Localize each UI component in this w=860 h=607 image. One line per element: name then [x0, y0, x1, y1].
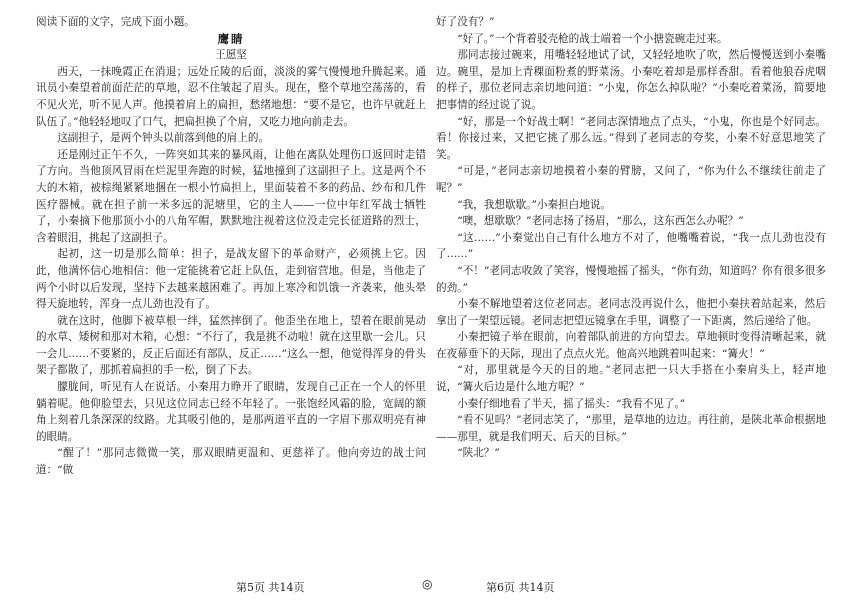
instruction: 阅读下面的文字，完成下面小题。: [36, 16, 195, 28]
page-number-left: 第5页 共14页: [236, 581, 305, 594]
paragraph: 朦胧间，听见有人在说话。小秦用力睁开了眼睛，发现自己正在一个人的怀里躺着呢。他仰脸望去，只见这位同志已经不年轻了。一张饱经风霜的脸，宽阔的额角上刻着几条深深的纹路。尤其吸引他的，是那两道平直的一字眉下那双明亮有神的眼睛。: [36, 381, 426, 443]
paragraph: “可是，”老同志亲切地摸着小秦的臂膀，又问了，“你为什么不继续往前走了呢？”: [436, 165, 826, 194]
paragraph: 那同志接过碗来，用嘴轻轻地试了试，又轻轻地吹了吹，然后慢慢送到小秦嘴边。碗里，是加上青稞面粉煮的野菜汤。小秦吃着却是那样香甜。看着他狼吞虎咽的样子，那位老同志亲切地问道：“小鬼，你怎么掉队啦？”小秦吃着菜汤，简要地把事情的经过说了说。: [436, 49, 826, 111]
left-column: [36, 14, 426, 479]
center-mark: ◎: [422, 577, 433, 591]
article-title: 鹰睛: [217, 31, 245, 46]
paragraph: “看不见吗？”老同志笑了，“那里，是草地的边边。再往前，是陕北革命根据地——那里，就是我们明天、后天的目标。”: [436, 414, 826, 443]
paragraph: “我，我想歇歇。”小秦担白地说。: [457, 198, 612, 211]
paragraph: 起初，这一切是那么简单：担子，是战友留下的革命财产，必须挑上它。因此，他满怀信心地相信：他一定能挑着它赶上队伍，走到宿营地。但是，当他走了两个小时以后发现，坚持下去越来越困难了。再加上寒冷和饥饿一齐袭来，他头晕得天旋地转，浑身一点儿劲也没有了。: [36, 248, 426, 311]
paragraph: “不！”老同志收敛了笑容，慢慢地摇了摇头，“你有劲，知道吗？你有很多很多的劲。”: [436, 264, 826, 294]
paragraph: “噢，想歇歇？”老同志扬了扬眉，“那么，这东西怎么办呢？”: [457, 215, 744, 228]
paragraph: “好了。”一个背着驳壳枪的战士端着一个小搪瓷碗走过来。: [457, 32, 728, 45]
paragraph: “醒了！”那同志微微一笑，那双眼睛更温和、更慈祥了。他向旁边的战士问道：“做: [36, 447, 426, 477]
paragraph: “对，那里就是今天的目的地。”老同志把一只大手搭在小秦肩头上，轻声地说，“篝火后边是什么地方呢？”: [436, 364, 826, 394]
paragraph: “好，那是一个好战士啊！”老同志深情地点了点头，“小鬼，你也是个好同志。看！你接过来，又把它挑了那么远。”得到了老同志的夸奖，小秦不好意思地笑了笑。: [436, 115, 826, 161]
paragraph: 就在这时，他脚下被草根一绊，猛然摔倒了。他歪坐在地上，望着在眼前晃动的水草、矮树和那对木箱，心想：“不行了，我是挑不动啦！就在这里歇一会儿。只一会儿……不要紧的，反正后面还有部队，反正……”这么一想，他觉得浑身的骨头架子都散了，那抓着扁担的手一松，倒了下去。: [36, 314, 426, 377]
paragraph: 西天，一抹晚霞正在消退；远处丘陵的后面，淡淡的雾气慢慢地升腾起来。通讯员小秦望着前面茫茫的草地，忍不住皱起了眉头。现在，整个草地空荡荡的，看不见火光，听不见人声。他摸着肩上的扁担，愁绪地想：“要不是它，也许早就赶上队伍了。”他轻轻地叹了口气，把扁担换了个肩，又吃力地向前走去。: [36, 65, 426, 128]
continued-line: 好了没有？”: [436, 16, 495, 28]
page-number-right: 第6页 共14页: [486, 581, 555, 594]
paragraph: “这……”小秦觉出自己有什么地方不对了，他嘴嘴着说，“我一点儿劲也没有了……”: [436, 231, 826, 261]
paragraph: 还是刚过正午不久，一阵突如其来的暴风雨，让他在离队处理伤口返回时走错了方向。当他顶风冒雨在烂泥里奔跑的时候，猛地撞到了这副担子上。这是两个不大的木箱，被棕绳紧紧地捆在一根小竹扁担上，里面装着不多的药品、纱布和几件医疗器械。就在担子前一米多远的泥塘里，它的主人——一位中年红军战士牺牲了，小秦摘下他那顶小小的八角军帽，默默地注视着这位没走完长征道路的烈士，含着眼泪，挑起了这副担子。: [36, 148, 426, 244]
paragraph: “陕北？”: [457, 447, 500, 460]
author: 王愿坚: [215, 49, 247, 62]
paragraph: 这副担子，是两个钟头以前落到他的肩上的。: [57, 132, 270, 145]
right-column: [436, 14, 826, 462]
paragraph: 小秦不解地望着这位老同志。老同志没再说什么，他把小秦扶着站起来，然后拿出了一架望远镜。老同志把望远镜拿在手里，调整了一下距离，然后递给了他。: [436, 298, 826, 327]
paragraph: 小秦仔细地看了半天，摇了摇头：“我看不见了。”: [457, 397, 686, 410]
paragraph: 小秦把镜子举在眼前，向着部队前进的方向望去。草地顿时变得清晰起来，就在夜幕垂下的天际，现出了点点火光。他高兴地跳着叫起来：“篝火！”: [436, 331, 826, 360]
